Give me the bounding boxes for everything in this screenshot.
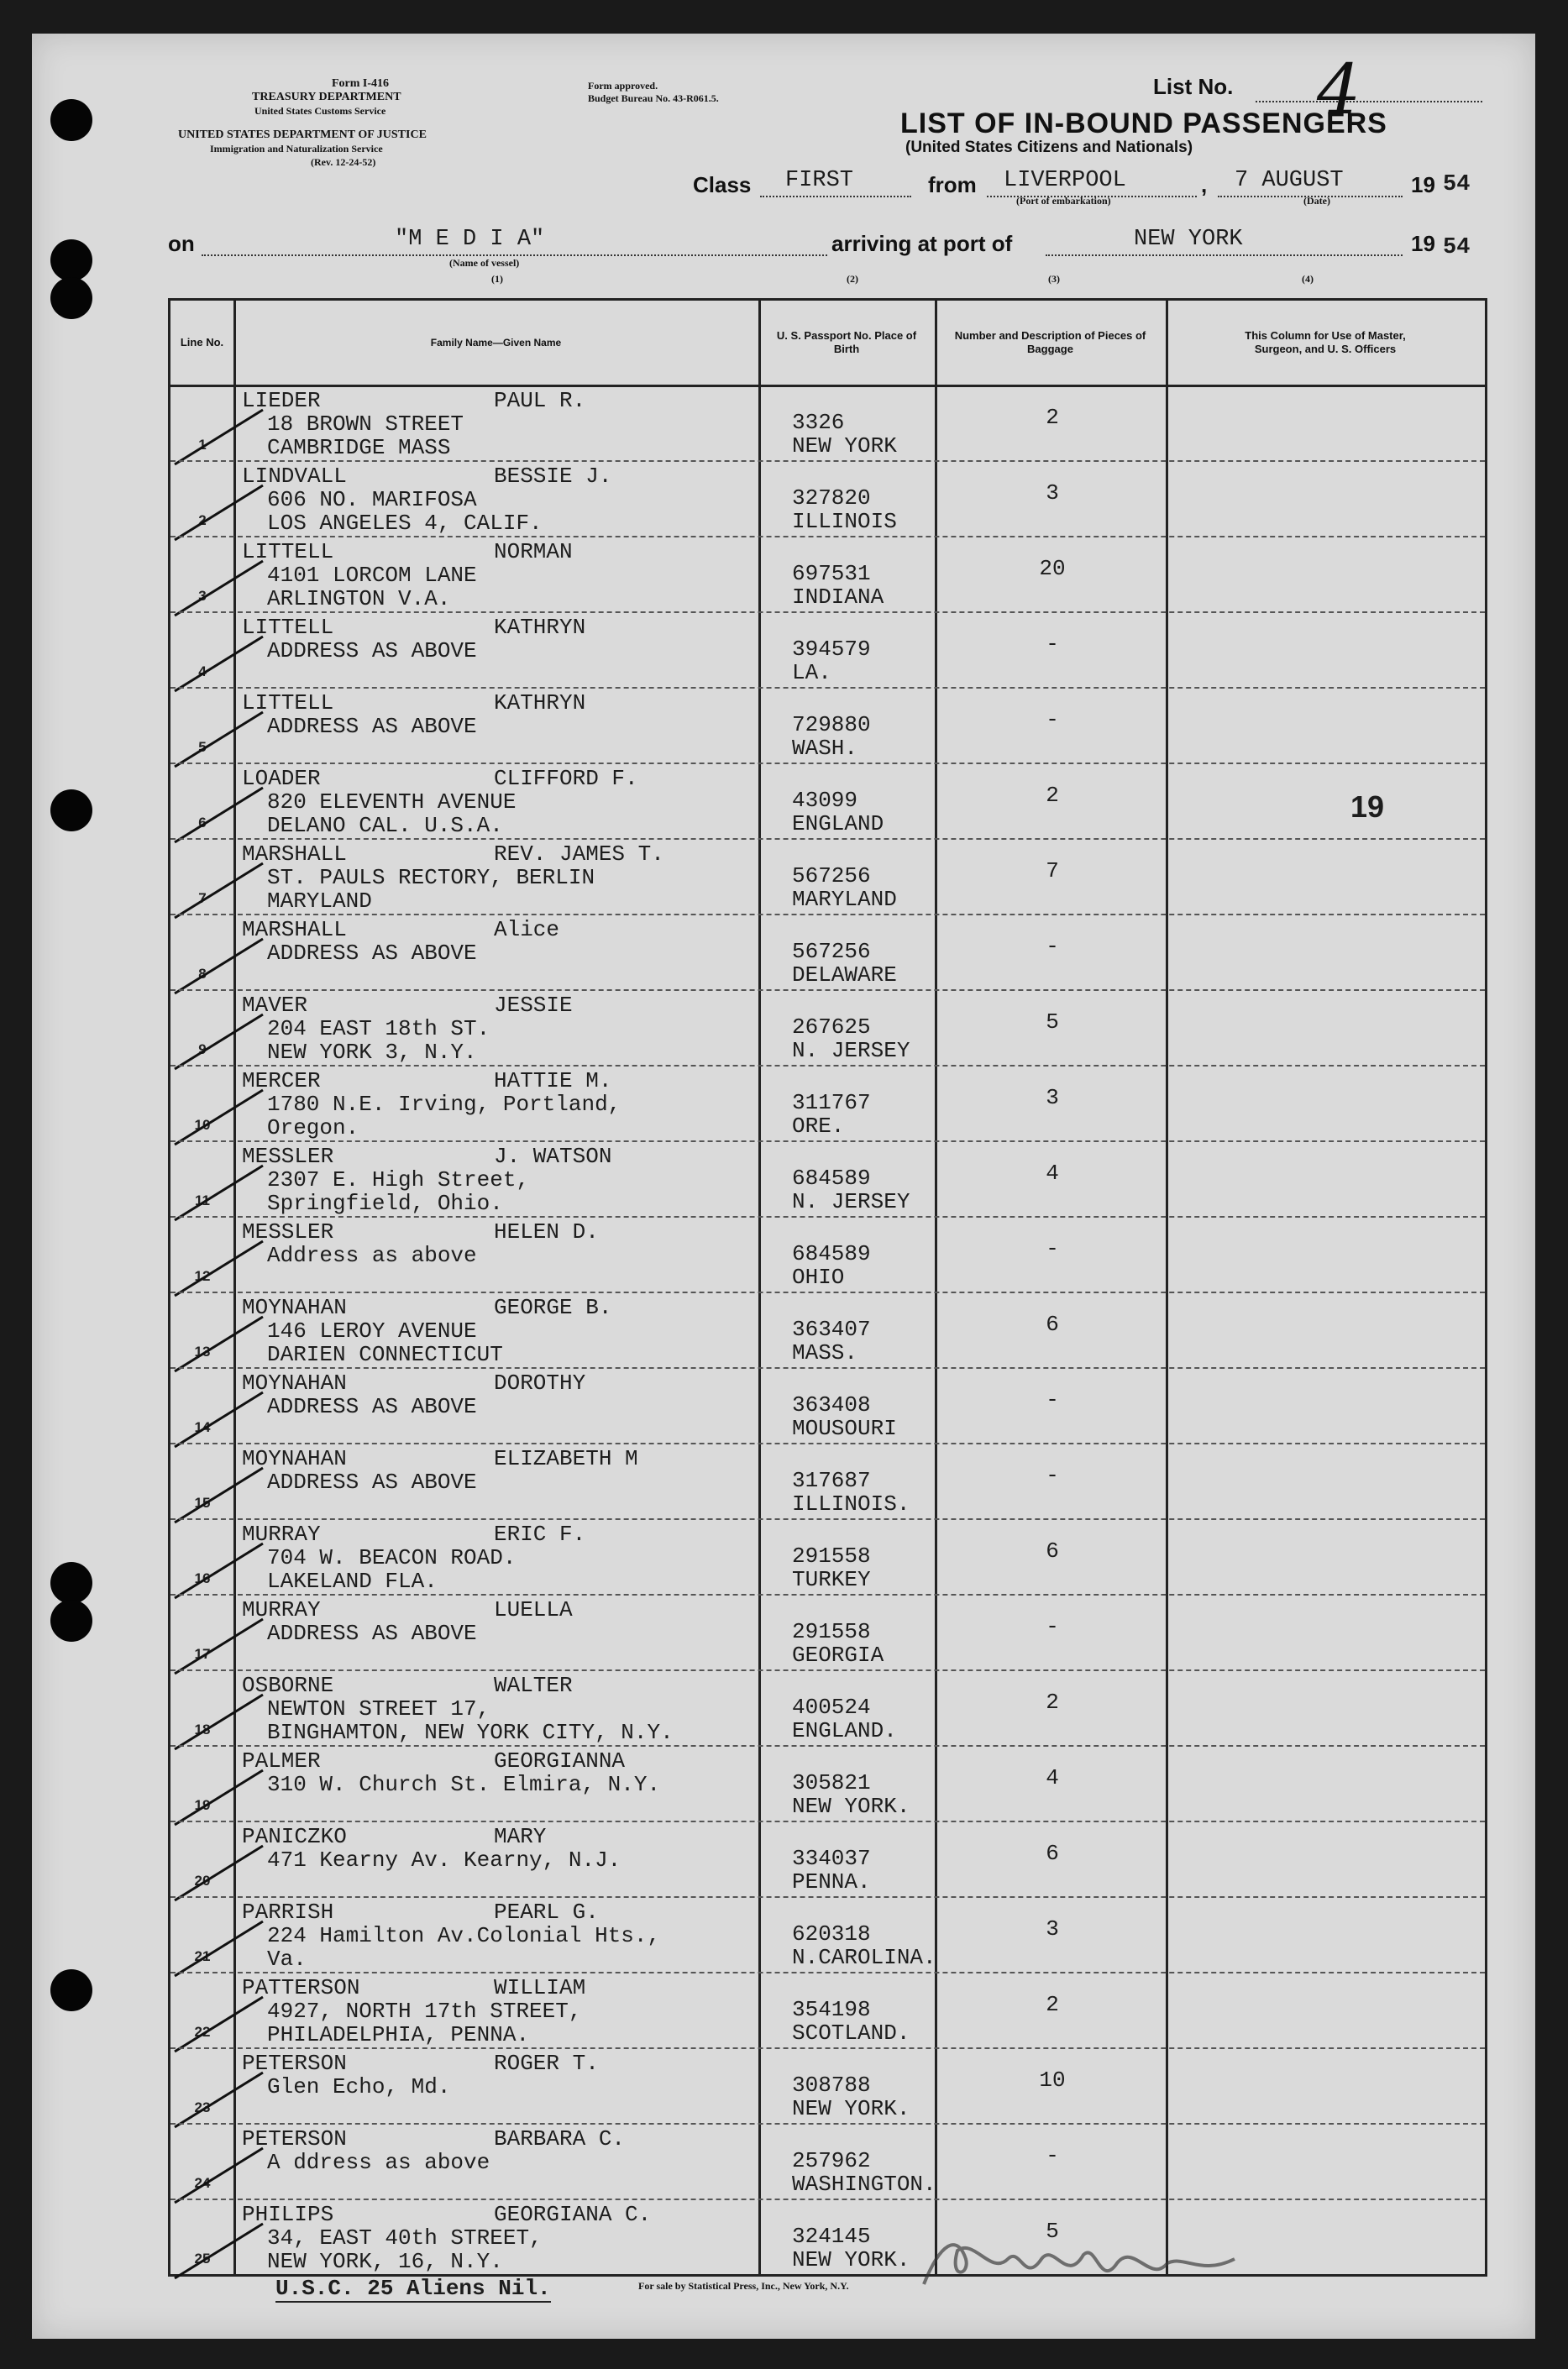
table-row — [170, 1518, 1485, 1594]
place-of-birth: NEW YORK. — [792, 2096, 910, 2121]
list-number-label: List No. — [1153, 74, 1234, 99]
address-line-1: 310 W. Church St. Elmira, N.Y. — [267, 1772, 661, 1797]
address-line-1: 224 Hamilton Av.Colonial Hts., — [267, 1923, 661, 1948]
baggage-count: 20 — [1039, 556, 1066, 581]
passport-number: 3326 — [792, 410, 845, 435]
place-of-birth: PENNA. — [792, 1869, 871, 1895]
row-divider — [170, 989, 1485, 991]
family-name: MURRAY — [242, 1597, 321, 1622]
table-row — [170, 1443, 1485, 1518]
table-row — [170, 1292, 1485, 1367]
address-line-2: ARLINGTON V.A. — [267, 586, 451, 611]
address-line-1: 4927, NORTH 17th STREET, — [267, 1999, 582, 2024]
from-label: from — [928, 172, 977, 197]
table-row — [170, 1594, 1485, 1669]
address-line-1: 704 W. BEACON ROAD. — [267, 1545, 517, 1570]
address-line-1: ADDRESS AS ABOVE — [267, 638, 477, 663]
passenger-table — [168, 298, 1487, 2277]
table-row — [170, 989, 1485, 1065]
given-name: MARY — [494, 1824, 547, 1849]
port-caption: (Port of embarkation) — [1016, 195, 1111, 207]
given-name: REV. JAMES T. — [494, 841, 664, 867]
place-of-birth: ENGLAND. — [792, 1718, 897, 1743]
family-name: LITTELL — [242, 690, 334, 715]
family-name: MOYNAHAN — [242, 1371, 347, 1396]
given-name: PEARL G. — [494, 1900, 599, 1925]
vessel-caption: (Name of vessel) — [449, 257, 520, 269]
baggage-count: - — [1046, 632, 1059, 657]
line-number: 10 — [194, 1117, 211, 1133]
place-of-birth: NEW YORK. — [792, 2247, 910, 2272]
form-number: Form I-416 — [332, 77, 390, 90]
address-line-2: MARYLAND — [267, 888, 372, 914]
voyage-date: 7 AUGUST — [1235, 168, 1344, 193]
baggage-count: 6 — [1046, 1312, 1059, 1337]
port-of-embarkation: LIVERPOOL — [1004, 168, 1126, 193]
table-row — [170, 2199, 1485, 2274]
year-prefix-1: 19 — [1411, 172, 1435, 197]
binder-hole — [50, 1600, 92, 1642]
arriving-label: arriving at port of — [831, 231, 1013, 256]
given-name: LUELLA — [494, 1597, 573, 1622]
address-line-1: ADDRESS AS ABOVE — [267, 714, 477, 739]
header-baggage: Number and Description of Pieces of Baggage — [954, 329, 1146, 355]
table-row — [170, 1972, 1485, 2047]
passport-number: 354198 — [792, 1997, 871, 2022]
baggage-count: 7 — [1046, 858, 1059, 883]
row-divider — [170, 460, 1485, 462]
table-row — [170, 1065, 1485, 1140]
form-approved: Form approved. — [588, 80, 658, 92]
binder-hole — [50, 239, 92, 281]
line-number: 15 — [194, 1495, 211, 1511]
family-name: LINDVALL — [242, 464, 347, 489]
address-line-2: NEW YORK 3, N.Y. — [267, 1040, 477, 1065]
passport-number: 363408 — [792, 1392, 871, 1418]
given-name: HATTIE M. — [494, 1068, 612, 1093]
row-divider — [170, 1367, 1485, 1369]
address-line-1: NEWTON STREET 17, — [267, 1696, 490, 1722]
place-of-birth: ILLINOIS. — [792, 1491, 910, 1517]
table-row — [170, 1216, 1485, 1292]
given-name: BESSIE J. — [494, 464, 612, 489]
place-of-birth: MOUSOURI — [792, 1416, 897, 1441]
row-divider — [170, 1216, 1485, 1218]
col-num-2: (2) — [847, 273, 858, 285]
place-of-birth: NEW YORK. — [792, 1794, 910, 1819]
given-name: ERIC F. — [494, 1522, 586, 1547]
passport-number: 317687 — [792, 1468, 871, 1493]
line-number: 4 — [198, 663, 207, 679]
table-row — [170, 2123, 1485, 2199]
given-name: WILLIAM — [494, 1975, 586, 2000]
baggage-count: - — [1046, 1387, 1059, 1412]
address-line-2: LAKELAND FLA. — [267, 1569, 438, 1594]
passport-number: 363407 — [792, 1317, 871, 1342]
place-of-birth: ENGLAND — [792, 811, 884, 836]
row-divider — [170, 536, 1485, 537]
signature-scrawl — [907, 2225, 1260, 2301]
passport-number: 43099 — [792, 788, 858, 813]
baggage-count: 5 — [1046, 1009, 1059, 1035]
line-number: 19 — [194, 1797, 211, 1813]
address-line-1: 146 LEROY AVENUE — [267, 1318, 477, 1344]
line-number: 9 — [198, 1041, 207, 1057]
place-of-birth: WASH. — [792, 736, 858, 761]
place-of-birth: LA. — [792, 660, 831, 685]
binder-hole — [50, 277, 92, 319]
place-of-birth: ORE. — [792, 1114, 845, 1139]
binder-hole — [50, 99, 92, 141]
address-line-1: 18 BROWN STREET — [267, 411, 464, 437]
table-row — [170, 1821, 1485, 1896]
family-name: PARRISH — [242, 1900, 334, 1925]
table-row — [170, 1896, 1485, 1972]
baggage-count: 6 — [1046, 1841, 1059, 1866]
address-line-1: 2307 E. High Street, — [267, 1167, 530, 1192]
class-line — [760, 196, 911, 197]
address-line-1: ADDRESS AS ABOVE — [267, 1621, 477, 1646]
line-number: 2 — [198, 512, 207, 528]
address-line-2: BINGHAMTON, NEW YORK CITY, N.Y. — [267, 1720, 674, 1745]
line-number: 8 — [198, 966, 207, 982]
table-row — [170, 1669, 1485, 1745]
address-line-1: ADDRESS AS ABOVE — [267, 941, 477, 966]
table-row — [170, 1367, 1485, 1443]
family-name: MESSLER — [242, 1219, 334, 1245]
row-divider — [170, 1972, 1485, 1973]
given-name: J. WATSON — [494, 1144, 612, 1169]
budget-bureau: Budget Bureau No. 43-R061.5. — [588, 92, 719, 104]
row-divider — [170, 1821, 1485, 1822]
family-name: PETERSON — [242, 2051, 347, 2076]
baggage-count: - — [1046, 1236, 1059, 1261]
address-line-1: ST. PAULS RECTORY, BERLIN — [267, 865, 595, 890]
line-number: 12 — [194, 1268, 211, 1284]
row-divider — [170, 1292, 1485, 1293]
table-row — [170, 385, 1485, 460]
binder-hole — [50, 1562, 92, 1604]
place-of-birth: N. JERSEY — [792, 1038, 910, 1063]
line-number: 1 — [198, 437, 207, 453]
row-divider — [170, 2199, 1485, 2200]
family-name: MESSLER — [242, 1144, 334, 1169]
table-row — [170, 536, 1485, 611]
document-subtitle: (United States Citizens and Nationals) — [905, 139, 1193, 156]
address-line-1: 1780 N.E. Irving, Portland, — [267, 1092, 621, 1117]
date-caption: (Date) — [1303, 195, 1330, 207]
binder-hole — [50, 1969, 92, 2011]
row-divider — [170, 1669, 1485, 1671]
alien-summary: U.S.C. 25 Aliens Nil. — [275, 2276, 551, 2301]
year-2: 54 — [1443, 235, 1471, 260]
printer-imprint: For sale by Statistical Press, Inc., New York, N.Y. — [638, 2280, 849, 2292]
family-name: LITTELL — [242, 539, 334, 564]
given-name: ELIZABETH M — [494, 1446, 638, 1471]
line-number: 3 — [198, 588, 207, 604]
family-name: PATTERSON — [242, 1975, 360, 2000]
line-number: 14 — [194, 1419, 211, 1435]
passport-number: 291558 — [792, 1619, 871, 1644]
table-row — [170, 838, 1485, 914]
table-row — [170, 687, 1485, 763]
passport-number: 305821 — [792, 1770, 871, 1795]
baggage-count: 5 — [1046, 2219, 1059, 2244]
list-number-value: 4 — [1317, 50, 1361, 130]
col-num-4: (4) — [1302, 273, 1314, 285]
line-number: 21 — [194, 1948, 211, 1964]
given-name: WALTER — [494, 1673, 573, 1698]
family-name: LOADER — [242, 766, 321, 791]
address-line-1: 471 Kearny Av. Kearny, N.J. — [267, 1848, 621, 1873]
line-number: 16 — [194, 1570, 211, 1586]
baggage-count: 2 — [1046, 1992, 1059, 2017]
on-label: on — [168, 231, 195, 256]
line-number: 13 — [194, 1344, 211, 1360]
baggage-count: 10 — [1039, 2068, 1066, 2093]
treasury-dept: TREASURY DEPARTMENT — [252, 91, 401, 103]
signature — [907, 2225, 1260, 2315]
col-num-3: (3) — [1048, 273, 1060, 285]
address-line-2: PHILADELPHIA, PENNA. — [267, 2022, 530, 2047]
family-name: MURRAY — [242, 1522, 321, 1547]
baggage-count: 4 — [1046, 1765, 1059, 1790]
passport-number: 567256 — [792, 939, 871, 964]
form-revision: (Rev. 12-24-52) — [311, 156, 376, 168]
line-number: 11 — [195, 1192, 210, 1208]
line-number: 23 — [194, 2099, 211, 2115]
list-number-line — [1256, 101, 1482, 102]
address-line-1: 204 EAST 18th ST. — [267, 1016, 490, 1041]
passport-number: 620318 — [792, 1921, 871, 1947]
given-name: BARBARA C. — [494, 2126, 626, 2151]
row-divider — [170, 1594, 1485, 1596]
passport-number: 400524 — [792, 1695, 871, 1720]
justice-dept: UNITED STATES DEPARTMENT OF JUSTICE — [178, 128, 427, 141]
address-line-2: DARIEN CONNECTICUT — [267, 1342, 503, 1367]
place-of-birth: TURKEY — [792, 1567, 871, 1592]
family-name: MARSHALL — [242, 917, 347, 942]
address-line-1: 34, EAST 40th STREET, — [267, 2225, 543, 2251]
baggage-count: 6 — [1046, 1538, 1059, 1564]
table-row — [170, 1745, 1485, 1821]
baggage-count: - — [1046, 934, 1059, 959]
passport-number: 684589 — [792, 1166, 871, 1191]
header-officers: This Column for Use of Master, Surgeon, and U. S. Officers — [1245, 329, 1406, 355]
place-of-birth: INDIANA — [792, 584, 884, 610]
row-divider — [170, 1518, 1485, 1520]
officer-note: 19 — [1350, 789, 1385, 824]
given-name: KATHRYN — [494, 690, 586, 715]
year-prefix-2: 19 — [1411, 231, 1435, 256]
family-name: OSBORNE — [242, 1673, 334, 1698]
row-divider — [170, 2047, 1485, 2049]
passport-number: 394579 — [792, 637, 871, 662]
given-name: KATHRYN — [494, 615, 586, 640]
address-line-1: 820 ELEVENTH AVENUE — [267, 789, 517, 815]
line-number: 25 — [194, 2251, 211, 2267]
row-divider — [170, 611, 1485, 613]
address-line-1: ADDRESS AS ABOVE — [267, 1394, 477, 1419]
line-number: 24 — [194, 2175, 211, 2191]
given-name: PAUL R. — [494, 388, 586, 413]
place-of-birth: ILLINOIS — [792, 509, 897, 534]
address-line-1: A ddress as above — [267, 2150, 490, 2175]
vessel-line — [202, 254, 827, 256]
customs-service: United States Customs Service — [254, 105, 386, 117]
passport-number: 291558 — [792, 1544, 871, 1569]
given-name: JESSIE — [494, 993, 573, 1018]
family-name: PHILIPS — [242, 2202, 334, 2227]
document-title: LIST OF IN-BOUND PASSENGERS — [900, 107, 1387, 139]
given-name: HELEN D. — [494, 1219, 599, 1245]
baggage-count: 2 — [1046, 405, 1059, 430]
row-divider — [170, 1065, 1485, 1067]
ins-service: Immigration and Naturalization Service — [210, 143, 383, 155]
row-divider — [170, 1745, 1485, 1747]
given-name: GEORGIANNA — [494, 1748, 626, 1774]
passport-number: 334037 — [792, 1846, 871, 1871]
table-row — [170, 1140, 1485, 1216]
address-line-2: Va. — [267, 1947, 307, 1972]
place-of-birth: SCOTLAND. — [792, 2020, 910, 2046]
baggage-count: 3 — [1046, 1085, 1059, 1110]
family-name: LITTELL — [242, 615, 334, 640]
given-name: GEORGIANA C. — [494, 2202, 652, 2227]
address-line-1: ADDRESS AS ABOVE — [267, 1470, 477, 1495]
row-divider — [170, 1140, 1485, 1142]
family-name: LIEDER — [242, 388, 321, 413]
baggage-count: - — [1046, 2143, 1059, 2168]
baggage-count: - — [1046, 707, 1059, 732]
line-number: 20 — [194, 1873, 211, 1889]
table-row — [170, 763, 1485, 838]
address-line-2: NEW YORK, 16, N.Y. — [267, 2249, 503, 2274]
given-name: Alice — [494, 917, 560, 942]
family-name: MOYNAHAN — [242, 1295, 347, 1320]
baggage-count: 3 — [1046, 480, 1059, 506]
passport-number: 729880 — [792, 712, 871, 737]
row-divider — [170, 2123, 1485, 2125]
place-of-birth: MARYLAND — [792, 887, 897, 912]
arrival-port: NEW YORK — [1134, 227, 1243, 252]
given-name: ROGER T. — [494, 2051, 599, 2076]
baggage-count: 4 — [1046, 1161, 1059, 1186]
family-name: MARSHALL — [242, 841, 347, 867]
passport-number: 684589 — [792, 1241, 871, 1266]
passport-number: 697531 — [792, 561, 871, 586]
place-of-birth: WASHINGTON. — [792, 2172, 936, 2197]
baggage-count: - — [1046, 1463, 1059, 1488]
class-value: FIRST — [785, 168, 854, 193]
given-name: GEORGE B. — [494, 1295, 612, 1320]
place-of-birth: N.CAROLINA. — [792, 1945, 936, 1970]
col-num-1: (1) — [491, 273, 503, 285]
binder-hole — [50, 789, 92, 831]
family-name: MAVER — [242, 993, 308, 1018]
address-line-2: Oregon. — [267, 1115, 359, 1140]
row-divider — [170, 838, 1485, 840]
baggage-count: 3 — [1046, 1916, 1059, 1942]
family-name: MERCER — [242, 1068, 321, 1093]
row-divider — [170, 763, 1485, 764]
passport-number: 267625 — [792, 1014, 871, 1040]
baggage-count: 2 — [1046, 783, 1059, 808]
table-row — [170, 914, 1485, 989]
row-divider — [170, 687, 1485, 689]
family-name: PANICZKO — [242, 1824, 347, 1849]
baggage-count: 2 — [1046, 1690, 1059, 1715]
line-number: 22 — [194, 2024, 211, 2040]
year-1: 54 — [1443, 172, 1471, 197]
address-line-1: Address as above — [267, 1243, 477, 1268]
address-line-2: DELANO CAL. U.S.A. — [267, 813, 503, 838]
family-name: PETERSON — [242, 2126, 347, 2151]
row-divider — [170, 1896, 1485, 1898]
table-row — [170, 2047, 1485, 2123]
vessel-name: "M E D I A" — [395, 227, 545, 252]
given-name: NORMAN — [494, 539, 573, 564]
passport-number: 311767 — [792, 1090, 871, 1115]
table-row — [170, 611, 1485, 687]
place-of-birth: N. JERSEY — [792, 1189, 910, 1214]
address-line-1: 4101 LORCOM LANE — [267, 563, 477, 588]
header-passport: U. S. Passport No. Place of Birth — [776, 329, 917, 355]
family-name: PALMER — [242, 1748, 321, 1774]
place-of-birth: GEORGIA — [792, 1643, 884, 1668]
class-label: Class — [693, 172, 752, 197]
baggage-count: - — [1046, 1614, 1059, 1639]
passport-number: 327820 — [792, 485, 871, 511]
arrival-line — [1046, 254, 1403, 256]
given-name: CLIFFORD F. — [494, 766, 638, 791]
passport-number: 567256 — [792, 863, 871, 888]
given-name: DOROTHY — [494, 1371, 586, 1396]
address-line-2: CAMBRIDGE MASS — [267, 435, 451, 460]
address-line-1: 606 NO. MARIFOSA — [267, 487, 477, 512]
header-line-no: Line No. — [180, 336, 224, 349]
table-row — [170, 460, 1485, 536]
place-of-birth: MASS. — [792, 1340, 858, 1365]
line-number: 5 — [198, 739, 207, 755]
address-line-2: LOS ANGELES 4, CALIF. — [267, 511, 543, 536]
place-of-birth: NEW YORK — [792, 433, 897, 459]
row-divider — [170, 1443, 1485, 1444]
line-number: 7 — [198, 890, 207, 906]
family-name: MOYNAHAN — [242, 1446, 347, 1471]
line-number: 17 — [194, 1646, 211, 1662]
address-line-2: Springfield, Ohio. — [267, 1191, 503, 1216]
row-divider — [170, 914, 1485, 915]
place-of-birth: OHIO — [792, 1265, 845, 1290]
place-of-birth: DELAWARE — [792, 962, 897, 988]
passport-number: 324145 — [792, 2224, 871, 2249]
address-line-1: Glen Echo, Md. — [267, 2074, 451, 2099]
comma: , — [1201, 172, 1208, 197]
line-number: 18 — [194, 1722, 211, 1737]
passport-number: 308788 — [792, 2073, 871, 2098]
line-number: 6 — [198, 815, 207, 831]
passport-number: 257962 — [792, 2148, 871, 2173]
header-name: Family Name—Given Name — [430, 337, 562, 349]
